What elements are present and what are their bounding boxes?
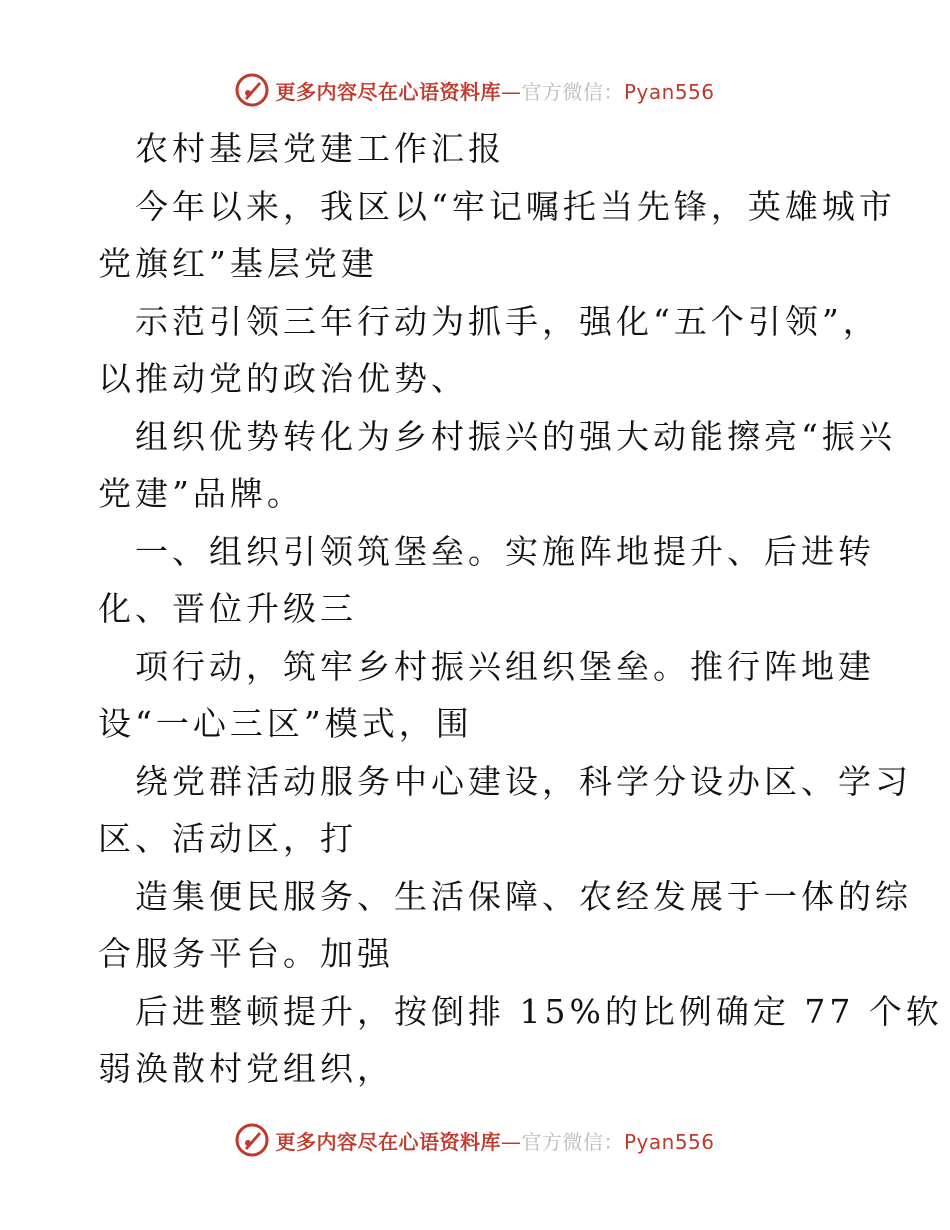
paragraph-line: 绕党群活动服务中心建设，科学分设办区、学习 (135, 761, 912, 801)
paragraph-line: 造集便民服务、生活保障、农经发展于一体的综 (135, 876, 912, 916)
footer-separator: — (500, 1129, 522, 1154)
footer-banner-content (235, 1123, 714, 1157)
paragraph-line: 项行动，筑牢乡村振兴组织堡垒。推行阵地建 (135, 646, 875, 686)
header-brand: 更多内容尽在心语资料库 (275, 79, 501, 104)
paragraph-line: 组织优势转化为乡村振兴的强大动能擦亮“振兴 (135, 416, 896, 456)
header-banner (0, 70, 950, 110)
red-quill-logo-icon (235, 73, 269, 107)
footer-banner (0, 1120, 950, 1160)
header-wechat-handle: Pyan556 (623, 79, 715, 104)
paragraph-line: 以推动党的政治优势、 (98, 359, 468, 398)
footer-banner-text (275, 1126, 714, 1155)
red-quill-logo-icon (235, 1123, 269, 1157)
header-official-label: 官方微信： (521, 79, 624, 104)
paragraph-line: 党建”品牌。 (98, 474, 304, 513)
paragraph-line: 后进整顿提升，按倒排 15%的比例确定 77 个软 (135, 991, 943, 1031)
paragraph-line: 今年以来，我区以“牢记嘱托当先锋，英雄城市 (135, 186, 896, 226)
paragraph-line: 区、活动区，打 (98, 819, 357, 858)
paragraph-line: 设“一心三区”模式，围 (98, 704, 473, 743)
header-banner-content (235, 73, 714, 107)
footer-brand: 更多内容尽在心语资料库 (275, 1129, 501, 1154)
paragraph-line: 党旗红”基层党建 (98, 244, 378, 283)
paragraph-line: 弱涣散村党组织， (98, 1049, 394, 1088)
document-title: 农村基层党建工作汇报 (135, 129, 505, 168)
document-body (98, 120, 943, 1098)
footer-official-label: 官方微信： (521, 1129, 624, 1154)
footer-wechat-handle: Pyan556 (623, 1129, 715, 1154)
section-heading-line: 一、组织引领筑堡垒。实施阵地提升、后进转 (135, 531, 875, 571)
paragraph-line: 示范引领三年行动为抓手，强化“五个引领”， (135, 301, 880, 341)
paragraph-line: 化、晋位升级三 (98, 589, 357, 628)
header-separator: — (500, 79, 522, 104)
paragraph-line: 合服务平台。加强 (98, 934, 394, 973)
header-banner-text (275, 76, 714, 105)
